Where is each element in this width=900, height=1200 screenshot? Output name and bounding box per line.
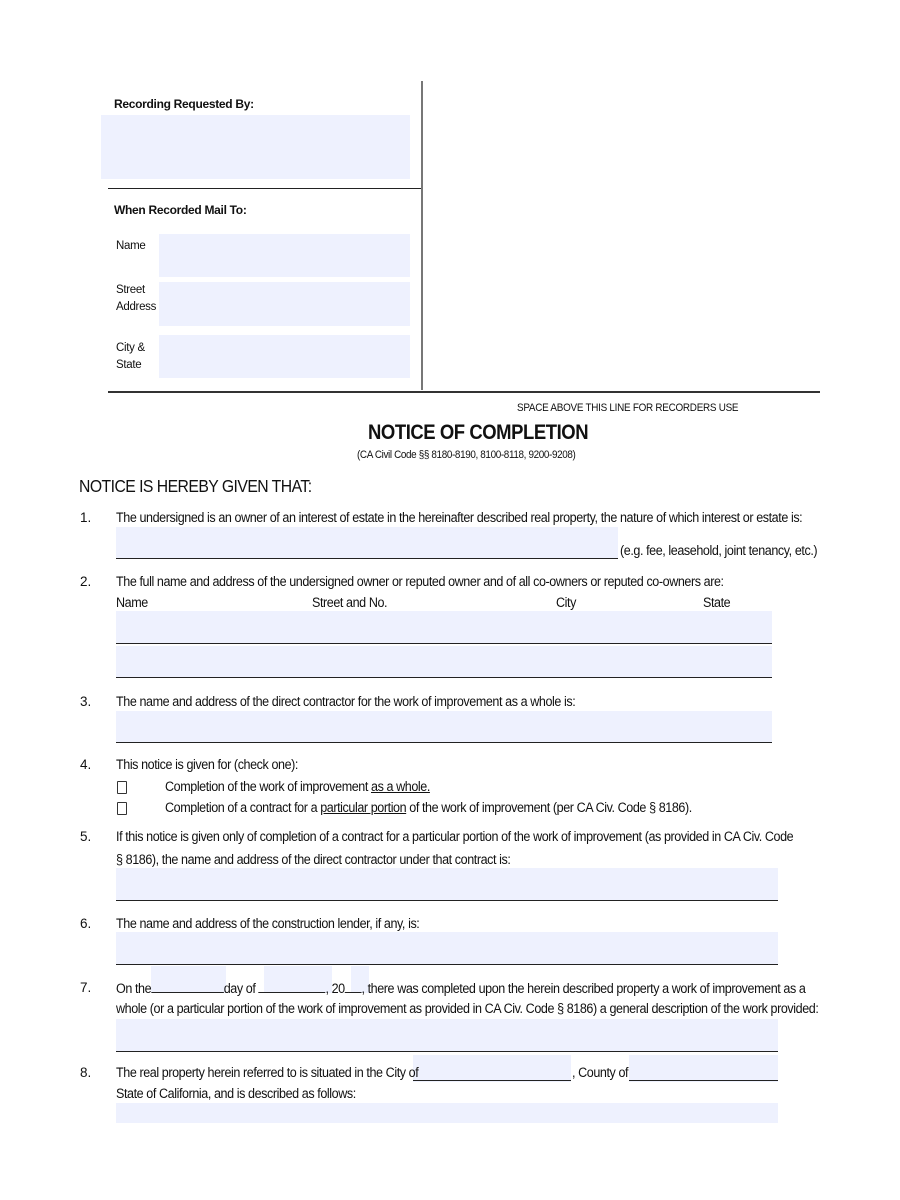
document-title: NOTICE OF COMPLETION [368,421,589,444]
item-7-month-blank [258,980,325,993]
item-4-number: 4. [80,757,92,772]
item-3-text: The name and address of the direct contractor for the work of improvement as a whole is: [116,694,576,709]
mail-name-field[interactable] [159,234,410,277]
recording-requested-by-field[interactable] [101,115,410,179]
item-7-year-prefix: , 20 [325,981,345,996]
item-7-day-of: day of [223,981,256,996]
recorders-use-note: SPACE ABOVE THIS LINE FOR RECORDERS USE [517,402,739,414]
item-6-text: The name and address of the construction lender, if any, is: [116,916,420,931]
item-8-city-field[interactable] [413,1055,571,1082]
when-recorded-mail-to-label: When Recorded Mail To: [114,203,247,217]
mail-street-label-line2: Address [116,301,157,313]
item-3-contractor-field[interactable] [116,711,772,742]
item-7-day-blank [151,980,224,993]
item-4-option-portion-suffix: of the work of improvement (per CA Civ. Code § 8186). [406,800,692,815]
item-8-city-text: The real property herein referred to is situated in the City of [116,1065,419,1080]
item-7-number: 7. [80,980,92,995]
recorders-line [108,391,820,393]
item-7-line1-rest: , there was completed upon the herein described property a work of improvement as a [361,981,806,996]
item-1-number: 1. [80,510,92,525]
mail-city-state-field[interactable] [159,335,410,378]
item-4-option-whole-underlined: as a whole. [371,779,430,794]
item-1-hint: (e.g. fee, leasehold, joint tenancy, etc.) [620,543,818,558]
item-4-checkbox-whole[interactable] [117,781,127,794]
item-2-underline-2 [116,677,772,678]
item-4-option-portion-prefix: Completion of a contract for a [165,800,321,815]
item-4-option-whole-prefix: Completion of the work of improvement [165,779,372,794]
item-8-county-field[interactable] [629,1055,778,1082]
item-5-line2: § 8186), the name and address of the direct contractor under that contract is: [116,852,511,867]
item-8-number: 8. [80,1065,92,1080]
item-7-on-the: On the [116,981,152,996]
item-5-line1: If this notice is given only of completion of a contract for a particular portion of the work of improvement (as provided in CA Civ. Code [116,829,794,844]
item-1-text: The undersigned is an owner of an interest of estate in the hereinafter described real property, the nature of which interest or estate is: [116,510,803,525]
item-6-lender-field[interactable] [116,932,778,964]
item-2-col-city: City [556,595,576,610]
item-5-contractor-field[interactable] [116,868,778,900]
item-8-line2: State of California, and is described as follows: [116,1086,356,1101]
header-divider [108,188,421,189]
item-2-owner-field-2[interactable] [116,646,772,677]
item-8-description-field[interactable] [116,1103,778,1123]
mail-street-label [116,282,156,316]
item-8-county-underline [629,1080,778,1081]
notice-intro-heading: NOTICE IS HEREBY GIVEN THAT: [79,476,312,496]
header-vertical-divider [421,81,423,390]
recording-requested-by-label: Recording Requested By: [114,97,254,111]
item-3-number: 3. [80,694,92,709]
item-2-text: The full name and address of the undersigned owner or reputed owner and of all co-owners or reputed co-owners are: [116,574,724,589]
item-4-text: This notice is given for (check one): [116,757,299,772]
mail-street-label-line1: Street [116,284,145,296]
item-7-description-field[interactable] [116,1019,778,1051]
item-1-underline [116,558,618,559]
mail-name-label: Name [116,240,146,252]
item-6-underline [116,964,778,965]
item-2-col-name: Name [116,595,148,610]
item-8-county-text: , County of [572,1065,629,1080]
document-subtitle: (CA Civil Code §§ 8180-8190, 8100-8118, 9200-9208) [357,449,576,461]
item-7-year-blank [345,980,362,993]
mail-city-label-line1: City & [116,342,145,354]
item-4-checkbox-portion[interactable] [117,802,127,815]
mail-city-state-label [116,340,145,374]
item-4-option-portion-underlined: particular portion [320,800,407,815]
mail-street-address-field[interactable] [159,282,410,326]
item-8-city-underline [413,1080,571,1081]
item-5-underline [116,900,778,901]
item-4-option-whole [165,779,430,794]
item-2-number: 2. [80,574,92,589]
item-1-estate-field[interactable] [116,527,618,558]
item-3-underline [116,742,772,743]
item-2-owner-field-1[interactable] [116,611,772,644]
item-5-number: 5. [80,829,92,844]
item-4-option-portion [165,800,692,815]
item-6-number: 6. [80,916,92,931]
item-7-line2: whole (or a particular portion of the work of improvement as provided in CA Civ. Code § 8186) a general description of the work provided: [116,1001,819,1016]
item-7-underline [116,1051,778,1052]
item-2-underline-1 [116,643,772,644]
item-2-col-state: State [703,595,731,610]
mail-city-label-line2: State [116,359,142,371]
item-2-col-street: Street and No. [312,595,388,610]
item-7-line1 [116,980,805,996]
